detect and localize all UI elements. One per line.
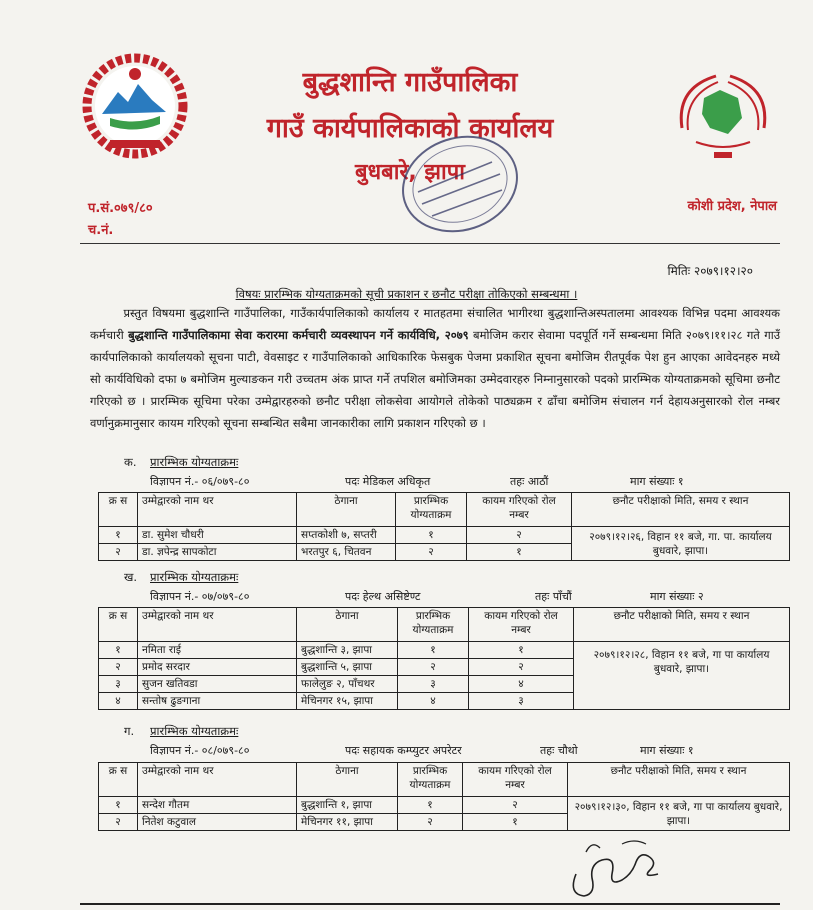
demand-count: माग संख्याः १ bbox=[630, 475, 684, 488]
serial-number: २ bbox=[99, 814, 138, 831]
exam-schedule: २०७९।१२।२८, विहान ११ बजे, गा पा कार्यालय बुधवारे, झापा। bbox=[574, 642, 790, 710]
table-row bbox=[99, 527, 790, 544]
column-header: ठेगाना bbox=[297, 493, 396, 527]
column-header: उम्मेद्वारको नाम थर bbox=[138, 608, 297, 642]
merit-rank: १ bbox=[396, 527, 467, 544]
serial-number: १ bbox=[99, 527, 138, 544]
province-label: कोशी प्रदेश, नेपाल bbox=[687, 199, 777, 214]
roll-number: २ bbox=[463, 797, 568, 814]
section-letter: ख. bbox=[124, 570, 138, 584]
post-level: तहः आठौं bbox=[510, 475, 549, 488]
roll-number: २ bbox=[467, 527, 572, 544]
post-name: पदः हेल्थ असिष्टेण्ट bbox=[345, 590, 421, 603]
header-divider bbox=[80, 243, 780, 244]
candidate-name: नितेश कटुवाल bbox=[138, 814, 297, 831]
post-name: पदः मेडिकल अधिकृत bbox=[345, 475, 431, 488]
column-header: कायम गरिएको रोल नम्बर bbox=[463, 763, 568, 797]
candidate-address: मेचिनगर १५, झापा bbox=[297, 693, 398, 710]
table-row bbox=[99, 797, 790, 814]
section-title: प्रारम्भिक योग्यताक्रमः bbox=[150, 570, 239, 584]
column-header: प्रारम्भिक योग्यताक्रम bbox=[396, 493, 467, 527]
candidate-address: मेचिनगर ११, झापा bbox=[297, 814, 398, 831]
table-row bbox=[99, 642, 790, 659]
office-location: बुधबारे, झापा bbox=[355, 160, 465, 185]
body-text-bold: बुद्धशान्ति गाउँपालिकामा सेवा करारमा कर्मचारी व्यवस्थापन गर्ने कार्यविधि, २०७९ bbox=[128, 328, 469, 342]
serial-number: ४ bbox=[99, 693, 138, 710]
office-stamp-icon bbox=[382, 132, 532, 242]
advertisement-number: विज्ञापन नं.- ०७/०७९-८० bbox=[150, 590, 250, 603]
roll-number: १ bbox=[463, 814, 568, 831]
merit-rank: ३ bbox=[398, 676, 469, 693]
signature-icon bbox=[562, 834, 672, 904]
candidate-address: बुद्धशान्ति १, झापा bbox=[297, 797, 398, 814]
notice-subject: विषयः प्रारम्भिक योग्यताक्रमको सूची प्रकाशन र छनौट परीक्षा तोकिएको सम्बन्धमा । bbox=[235, 287, 578, 301]
reference-number: प.सं.०७९/८० bbox=[88, 201, 153, 216]
exam-schedule: २०७९।१२।२६, विहान ११ बजे, गा. पा. कार्यालय बुधवारे, झापा। bbox=[572, 527, 790, 561]
candidate-address: बुद्धशान्ति ३, झापा bbox=[297, 642, 398, 659]
candidate-name: सन्देश गौतम bbox=[138, 797, 297, 814]
post-level: तहः चौथो bbox=[540, 744, 578, 757]
serial-number: ३ bbox=[99, 676, 138, 693]
candidate-table bbox=[98, 762, 790, 831]
post-level: तहः पाँचौं bbox=[535, 590, 572, 603]
merit-rank: १ bbox=[398, 797, 463, 814]
post-name: पदः सहायक कम्प्युटर अपरेटर bbox=[345, 744, 462, 757]
candidate-name: नमिता राई bbox=[138, 642, 297, 659]
dispatch-number: च.नं. bbox=[88, 223, 114, 238]
column-header: ठेगाना bbox=[297, 608, 398, 642]
roll-number: २ bbox=[469, 659, 574, 676]
column-header: छनौट परीक्षाको मिति, समय र स्थान bbox=[574, 608, 790, 642]
candidate-table bbox=[98, 607, 790, 710]
merit-rank: २ bbox=[398, 659, 469, 676]
nepal-government-emblem-icon bbox=[80, 52, 190, 160]
column-header: प्रारम्भिक योग्यताक्रम bbox=[398, 608, 469, 642]
column-header: उम्मेद्वारको नाम थर bbox=[138, 493, 297, 527]
candidate-name: डा. ज्ञपेन्द्र सापकोटा bbox=[138, 544, 297, 561]
office-name: गाउँ कार्यपालिकाको कार्यालय bbox=[266, 113, 554, 144]
roll-number: ३ bbox=[469, 693, 574, 710]
section-title: प्रारम्भिक योग्यताक्रमः bbox=[150, 724, 239, 738]
column-header: क्र स bbox=[99, 493, 138, 527]
candidate-address: भरतपुर ६, चितवन bbox=[297, 544, 396, 561]
candidate-name: सुजन खतिवडा bbox=[138, 676, 297, 693]
merit-rank: ४ bbox=[398, 693, 469, 710]
exam-schedule: २०७९।१२।३०, विहान ११ बजे, गा पा कार्यालय बुधवारे, झापा। bbox=[568, 797, 790, 831]
column-header: कायम गरिएको रोल नम्बर bbox=[469, 608, 574, 642]
candidate-table bbox=[98, 492, 790, 561]
serial-number: १ bbox=[99, 642, 138, 659]
advertisement-number: विज्ञापन नं.- ०८/०७९-८० bbox=[150, 744, 250, 757]
merit-rank: १ bbox=[398, 642, 469, 659]
column-header: क्र स bbox=[99, 763, 138, 797]
roll-number: ४ bbox=[469, 676, 574, 693]
column-header: कायम गरिएको रोल नम्बर bbox=[467, 493, 572, 527]
footer-divider bbox=[80, 903, 780, 905]
candidate-name: सन्तोष ढुङगाना bbox=[138, 693, 297, 710]
roll-number: १ bbox=[469, 642, 574, 659]
column-header: ठेगाना bbox=[297, 763, 398, 797]
section-title: प्रारम्भिक योग्यताक्रमः bbox=[150, 455, 239, 469]
candidate-address: बुद्धशान्ति ५, झापा bbox=[297, 659, 398, 676]
advertisement-number: विज्ञापन नं.- ०६/०७९-८० bbox=[150, 475, 250, 488]
organization-name: बुद्धशान्ति गाउँपालिका bbox=[302, 67, 518, 98]
roll-number: १ bbox=[467, 544, 572, 561]
column-header: छनौट परीक्षाको मिति, समय र स्थान bbox=[568, 763, 790, 797]
serial-number: १ bbox=[99, 797, 138, 814]
demand-count: माग संख्याः १ bbox=[640, 744, 694, 757]
merit-rank: २ bbox=[396, 544, 467, 561]
candidate-name: डा. सुमेश चौधरी bbox=[138, 527, 297, 544]
body-text-part2: बमोजिम करार सेवामा पदपूर्ति गर्ने सम्बन्धमा मिति २०७९।११।२८ गते गाउँ कार्यपालिकाको कार्यालयको सूचना पाटी, वेवसाइट र गाउँपालिकाको आधिकारिक फेसबुक पेजमा प्रकाशित सूचना बमोजिम रीतपूर्वक पेश हुन आएका आवेदनहरु मध्ये सो कार्यविधिको दफा ७ बमोजिम मुल्याङकन गरी उच्चतम अंक प्राप्त गर्ने तपशिल बमोजिमका उम्मेदवारहरु निम्नानुसारको पदको प्रारम्भिक योग्यताक्रमको सूचिमा छनौट गरिएको छ । प्रारम्भिक सूचिमा परेका उम्मेद्वारहरुको छनौट परीक्षा लोकसेवा आयोगले तोकेको पाठ्यक्रम र ढाँचा बमोजिम संचालन गर्न देहायअनुसारको रोल नम्बर वर्णानुक्रमानुसार कायम गरिएको सूचना सम्बन्धित सबैमा जानकारीका लागि प्रकाशन गरिएको छ । bbox=[90, 328, 780, 430]
notice-body bbox=[90, 302, 780, 434]
section-letter: ग. bbox=[124, 724, 135, 738]
column-header: क्र स bbox=[99, 608, 138, 642]
serial-number: २ bbox=[99, 544, 138, 561]
notice-date: मितिः २०७९।१२।२० bbox=[667, 264, 753, 278]
column-header: छनौट परीक्षाको मिति, समय र स्थान bbox=[572, 493, 790, 527]
serial-number: २ bbox=[99, 659, 138, 676]
candidate-address: सप्तकोशी ७, सप्तरी bbox=[297, 527, 396, 544]
body-text-part1: प्रस्तुत विषयमा बुद्धशान्ति गाउँपालिका, गाउँकार्यपालिकाको कार्यालय र मातहतमा संचालित भागीरथा बुद्धशान्तिअस्पतालमा आवश्यक विभिन्न पदमा आवश्यक कर्मचारी bbox=[90, 306, 780, 342]
candidate-address: फालेलुङ २, पाँचथर bbox=[297, 676, 398, 693]
section-letter: क. bbox=[124, 455, 137, 469]
column-header: प्रारम्भिक योग्यताक्रम bbox=[398, 763, 463, 797]
column-header: उम्मेद्वारको नाम थर bbox=[138, 763, 297, 797]
merit-rank: २ bbox=[398, 814, 463, 831]
candidate-name: प्रमोद सरदार bbox=[138, 659, 297, 676]
demand-count: माग संख्याः २ bbox=[650, 590, 704, 603]
municipality-logo-icon bbox=[668, 68, 778, 168]
